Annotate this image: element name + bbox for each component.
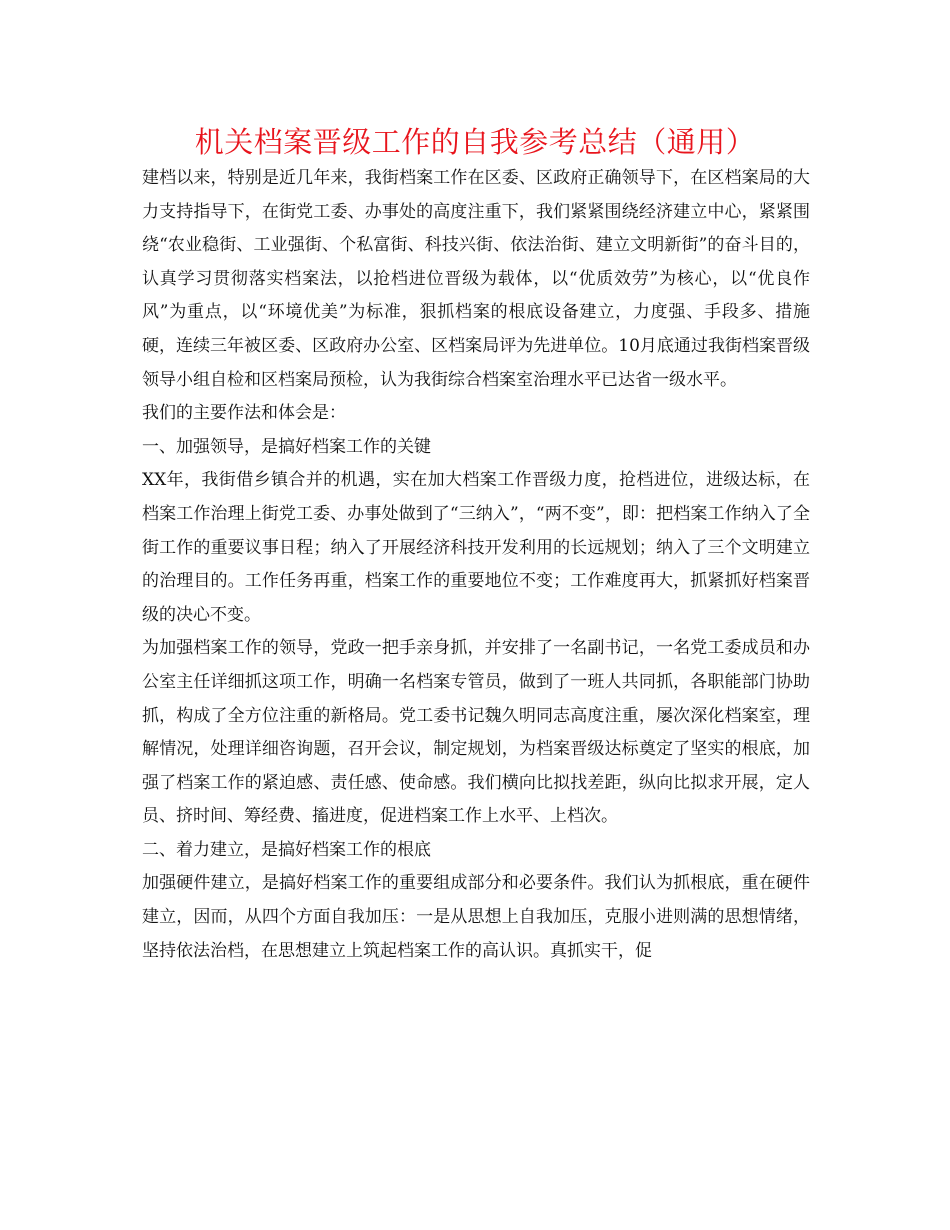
document-body — [142, 162, 810, 968]
paragraph-intro: 建档以来，特别是近几年来，我街档案工作在区委、区政府正确领导下，在区档案局的大力支持指导下，在街党工委、办事处的高度注重下，我们紧紧围绕经济建立中心，紧紧围绕“农业稳街、工业强街、个私富街、科技兴街、依法治街、建立文明新街”的奋斗目的，认真学习贯彻落实档案法，以抢档进位晋级为载体，以“优质效劳”为核心，以“优良作风”为重点，以“环境优美”为标准，狠抓档案的根底设备建立，力度强、手段多、措施硬，连续三年被区委、区政府办公室、区档案局评为先进单位。10月底通过我街档案晋级领导小组自检和区档案局预检，认为我街综合档案室治理水平已达省一级水平。 — [142, 168, 810, 390]
document-title: 机关档案晋级工作的自我参考总结（通用） — [194, 125, 756, 159]
section-heading-1: 一、加强领导，是搞好档案工作的关键 — [142, 436, 431, 457]
paragraph-section-1-b: 为加强档案工作的领导，党政一把手亲身抓，并安排了一名副书记，一名党工委成员和办公室主任详细抓这项工作，明确一名档案专管员，做到了一班人共同抓，各职能部门协助抓，构成了全方位注重的新格局。党工委书记魏久明同志高度注重，屡次深化档案室，理解情况，处理详细咨询题，召开会议，制定规划，为档案晋级达标奠定了坚实的根底，加强了档案工作的紧迫感、责任感、使命感。我们横向比拟找差距，纵向比拟求开展，定人员、挤时间、筹经费、搐进度，促进档案工作上水平、上档次。 — [142, 638, 810, 827]
paragraph-section-1-a: XX年，我街借乡镇合并的机遇，实在加大档案工作晋级力度，抢档进位，进级达标，在档案工作治理上街党工委、办事处做到了“三纳入”，“两不变”，即：把档案工作纳入了全街工作的重要议事日程；纳入了开展经济科技开发利用的长远规划；纳入了三个文明建立的治理目的。工作任务再重，档案工作的重要地位不变；工作难度再大，抓紧抓好档案晋级的决心不变。 — [142, 470, 810, 625]
paragraph-section-2-a: 加强硬件建立，是搞好档案工作的重要组成部分和必要条件。我们认为抓根底，重在硬件建立，因而，从四个方面自我加压：一是从思想上自我加压，克服小进则满的思想情绪，坚持依法治档，在思想建立上筑起档案工作的高认识。真抓实干，促 — [142, 873, 810, 961]
section-heading-2: 二、着力建立，是搞好档案工作的根底 — [142, 839, 431, 860]
paragraph-summary-lead: 我们的主要作法和体会是： — [142, 403, 346, 424]
